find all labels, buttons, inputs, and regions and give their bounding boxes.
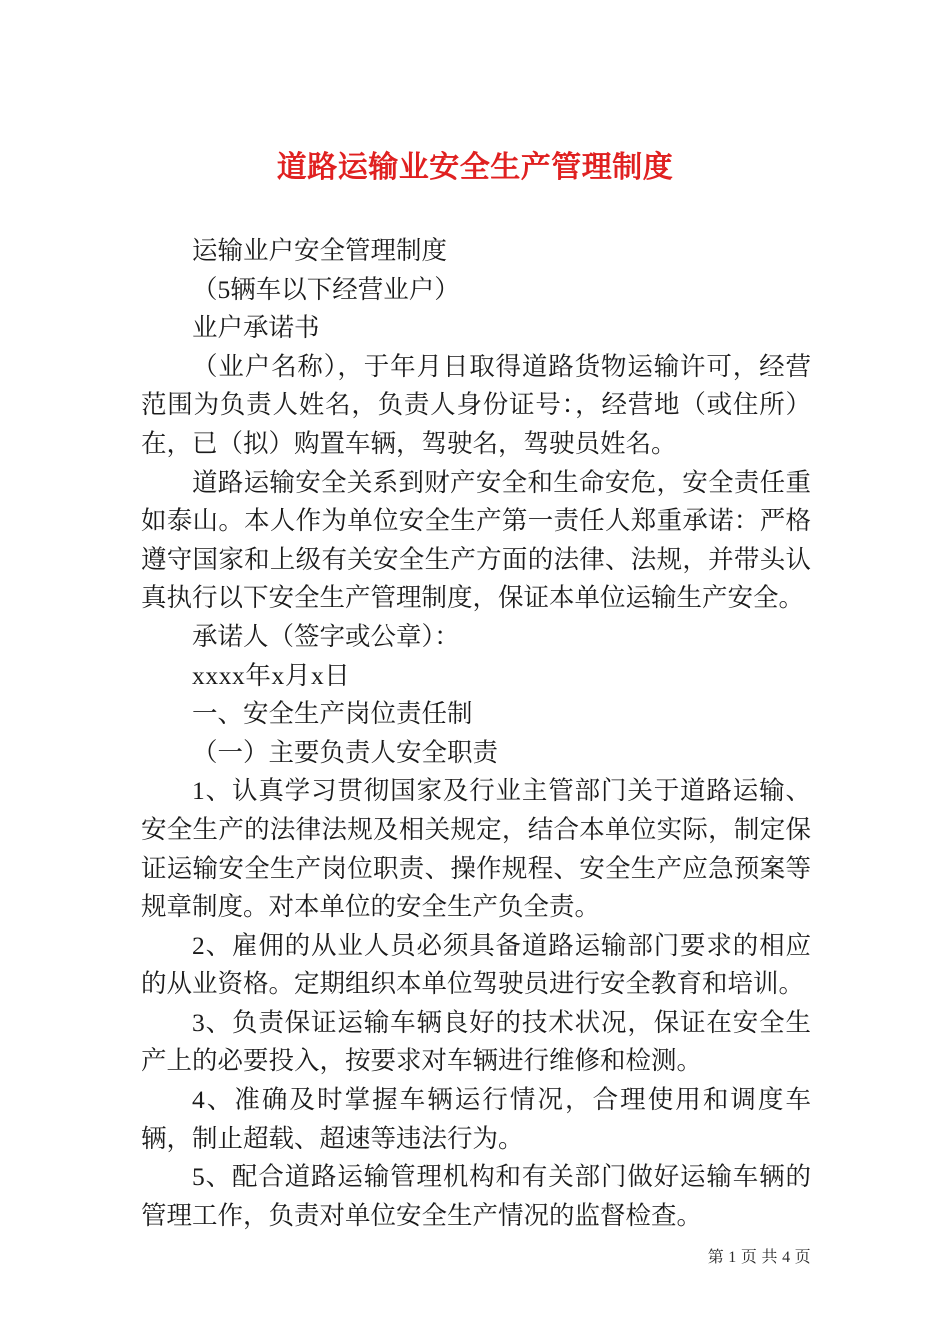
list-item-5: 5、配合道路运输管理机构和有关部门做好运输车辆的管理工作，负责对单位安全生产情况的监督检查。 — [141, 1162, 811, 1230]
signature-line: 承诺人（签字或公章）： — [192, 621, 460, 651]
date-line: xxxx年x月x日 — [192, 660, 351, 690]
heading-section-one: 一、安全生产岗位责任制 — [192, 699, 473, 729]
page-number-footer: 第 1 页 共 4 页 — [707, 1249, 811, 1266]
list-item-2: 2、雇佣的从业人员必须具备道路运输部门要求的相应的从业资格。定期组织本单位驾驶员进行安全教育和培训。 — [141, 930, 811, 999]
heading-subsection-one: （一）主要负责人安全职责 — [192, 737, 499, 767]
document-body — [141, 232, 811, 1235]
paragraph-business-info: （业户名称），于年月日取得道路货物运输许可，经营范围为负责人姓名，负责人身份证号：，经营地（或住所）在，已（拟）购置车辆，驾驶名，驾驶员姓名。 — [141, 351, 811, 458]
doc-type-line: 业户承诺书 — [192, 313, 320, 343]
page-title: 道路运输业安全生产管理制度 — [276, 151, 674, 185]
list-item-3: 3、负责保证运输车辆良好的技术状况，保证在安全生产上的必要投入，按要求对车辆进行维修和检测。 — [141, 1007, 811, 1076]
list-item-1: 1、认真学习贯彻国家及行业主管部门关于道路运输、安全生产的法律法规及相关规定，结合本单位实际，制定保证运输安全生产岗位职责、操作规程、安全生产应急预案等规章制度。对本单位的安全生产负全责。 — [141, 776, 811, 922]
paragraph-commitment: 道路运输安全关系到财产安全和生命安危，安全责任重如泰山。本人作为单位安全生产第一责任人郑重承诺：严格遵守国家和上级有关安全生产方面的法律、法规，并带头认真执行以下安全生产管理制度，保证本单位运输生产安全。 — [141, 467, 811, 613]
subtitle-line: 运输业户安全管理制度 — [192, 236, 448, 265]
scope-line: （5辆车以下经营业户） — [192, 274, 460, 304]
list-item-4: 4、准确及时掌握车辆运行情况，合理使用和调度车辆，制止超载、超速等违法行为。 — [141, 1085, 811, 1153]
